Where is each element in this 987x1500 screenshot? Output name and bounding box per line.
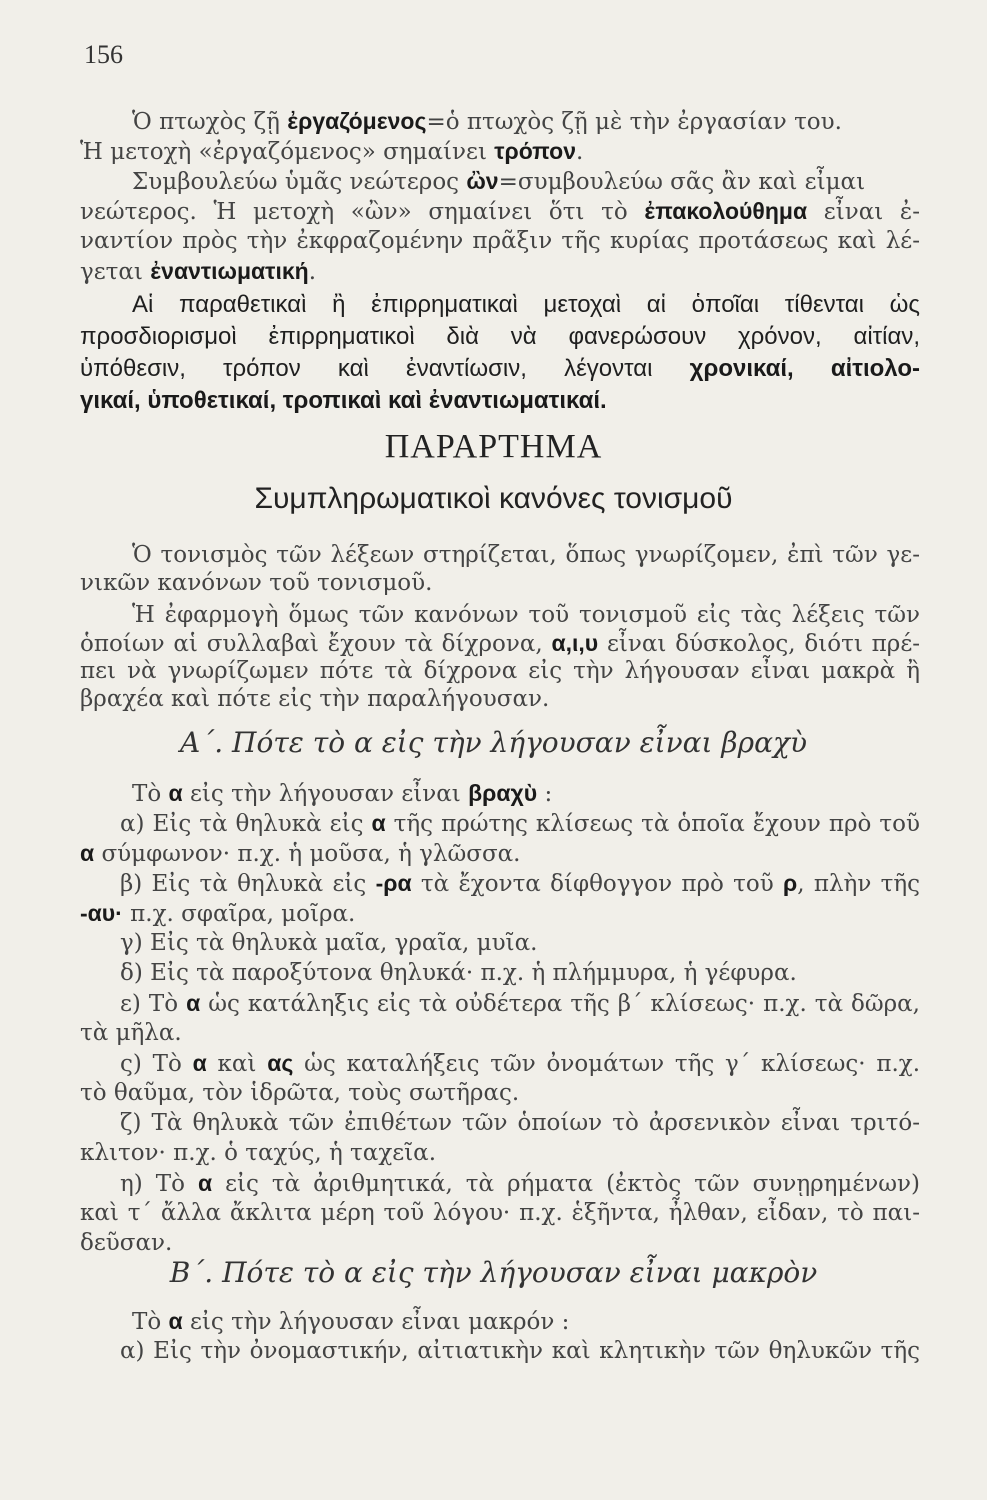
rule-d: δ) Εἰς τὰ παροξύτονα θηλυκά· π.χ. ἡ πλήμμυρα, ἡ γέφυρα. — [120, 960, 797, 986]
section-a-heading: Α΄. Πότε τὸ α εἰς τὴν λήγουσαν εἶναι βραχὺ — [180, 726, 807, 759]
intro-line-1: Ὁ πτωχὸς ζῇ ἐργαζόμενος=ὁ πτωχὸς ζῇ μὲ τὴν ἐργασίαν του. — [132, 108, 842, 135]
intro-line-3: Συμβουλεύω ὑμᾶς νεώτερος ὢν=συμβουλεύω σᾶς ἂν καὶ εἶμαι — [132, 168, 866, 195]
rules-b-intro: Τὸ α εἰς τὴν λήγουσαν εἶναι μακρόν : — [132, 1308, 570, 1335]
rule-a-line-1: α) Εἰς τὰ θηλυκὰ εἰς α τῆς πρώτης κλίσεως τὰ ὁποῖα ἔχουν πρὸ τοῦ — [120, 810, 920, 837]
appendix-title: ΠΑΡΑΡΤΗΜΑ — [384, 428, 603, 465]
rule-e-line-1: ε) Τὸ α ὡς κατάληξις εἰς τὰ οὐδέτερα τῆς β΄ κλίσεως· π.χ. τὰ δῶρα, — [120, 990, 920, 1017]
para2-line-1: Αἱ παραθετικαὶ ἢ ἐπιρρηματικαὶ μετοχαὶ αἱ ὁποῖαι τίθενται ὡς — [132, 291, 920, 318]
rule-h-line-2: καὶ τ΄ ἄλλα ἄκλιτα μέρη τοῦ λόγου· π.χ. ἑξῆντα, ἦλθαν, εἶδαν, τὸ παι- — [80, 1200, 920, 1226]
bold-term: ἐπακολούθημα — [644, 198, 808, 224]
bold-term: χρονικαί, αἰτιολο- — [689, 355, 920, 382]
intro-line-5: ναντίον πρὸς τὴν ἐκφραζομένην πρᾶξιν τῆς κυρίας προτάσεως καὶ λέ- — [80, 228, 920, 254]
rule-e-line-2: τὰ μῆλα. — [80, 1020, 182, 1046]
rule-h-line-3: δεῦσαν. — [80, 1230, 173, 1256]
para3-line-1: Ὁ τονισμὸς τῶν λέξεων στηρίζεται, ὅπως γνωρίζομεν, ἐπὶ τῶν γε- — [132, 542, 920, 568]
bold-term: α,ι,υ — [551, 630, 599, 656]
page-number: 156 — [84, 40, 123, 69]
bold-term: ἐναντιωματική — [150, 258, 309, 284]
bold-term: ὢν — [466, 168, 499, 194]
para4-line-1: Ἡ ἐφαρμογὴ ὅμως τῶν κανόνων τοῦ τονισμοῦ εἰς τὰς λέξεις τῶν — [132, 602, 920, 628]
rule-g: γ) Εἰς τὰ θηλυκὰ μαῖα, γραῖα, μυῖα. — [120, 930, 538, 956]
para2-line-4: γικαί, ὑποθετικαί, τροπικαὶ καὶ ἐναντιωματικαί. — [80, 387, 607, 414]
bold-term: ἐργαζόμενος — [287, 108, 427, 134]
intro-line-6: γεται ἐναντιωματική. — [80, 258, 317, 285]
intro-line-2: Ἡ μετοχὴ «ἐργαζόμενος» σημαίνει τρόπον. — [80, 138, 584, 165]
rule-b-a-line-1: α) Εἰς τὴν ὀνομαστικήν, αἰτιατικὴν καὶ κλητικὴν τῶν θηλυκῶν τῆς — [120, 1338, 920, 1364]
rule-st-line-2: τὸ θαῦμα, τὸν ἱδρῶτα, τοὺς σωτῆρας. — [80, 1080, 520, 1106]
section-b-heading: Β΄. Πότε τὸ α εἰς τὴν λήγουσαν εἶναι μακρὸν — [169, 1256, 818, 1289]
rule-b-line-1: β) Εἰς τὰ θηλυκὰ εἰς -ρα τὰ ἔχοντα δίφθογγον πρὸ τοῦ ρ, πλὴν τῆς — [120, 870, 921, 897]
rule-h-line-1: η) Τὸ α εἰς τὰ ἀριθμητικά, τὰ ρήματα (ἐκτὸς τῶν συνῃρημένων) — [120, 1170, 920, 1197]
appendix-subtitle: Συμπληρωματικοὶ κανόνες τονισμοῦ — [254, 482, 733, 515]
intro-line-4: νεώτερος. Ἡ μετοχὴ «ὢν» σημαίνει ὅτι τὸ ἐπακολούθημα εἶναι ἐ- — [80, 198, 921, 225]
para2-line-2: προσδιορισμοὶ ἐπιρρηματικοὶ διὰ νὰ φανερώσουν χρόνον, αἰτίαν, — [80, 323, 920, 350]
rule-z-line-1: ζ) Τὰ θηλυκὰ τῶν ἐπιθέτων τῶν ὁποίων τὸ ἀρσενικὸν εἶναι τριτό- — [120, 1110, 920, 1136]
rule-a-line-2: α σύμφωνον· π.χ. ἡ μοῦσα, ἡ γλῶσσα. — [80, 840, 521, 867]
rules-a-intro: Τὸ α εἰς τὴν λήγουσαν εἶναι βραχὺ : — [132, 780, 553, 807]
rule-b-line-2: -αυ· π.χ. σφαῖρα, μοῖρα. — [80, 900, 356, 927]
para4-line-2: ὁποίων αἱ συλλαβαὶ ἔχουν τὰ δίχρονα, α,ι,υ εἶναι δύσκολος, διότι πρέ- — [80, 630, 921, 657]
para2-line-3: ὑπόθεσιν, τρόπον καὶ ἐναντίωσιν, λέγονται χρονικαί, αἰτιολο- — [80, 355, 920, 382]
rule-z-line-2: κλιτον· π.χ. ὁ ταχύς, ἡ ταχεῖα. — [80, 1140, 437, 1166]
bold-term: τρόπον — [494, 138, 576, 164]
para4-line-3: πει νὰ γνωρίζωμεν πότε τὰ δίχρονα εἰς τὴν λήγουσαν εἶναι μακρὰ ἢ — [80, 658, 920, 684]
para3-line-2: νικῶν κανόνων τοῦ τονισμοῦ. — [80, 570, 433, 596]
rule-st-line-1: ς) Τὸ α καὶ ας ὡς καταλήξεις τῶν ὀνομάτων τῆς γ΄ κλίσεως· π.χ. — [120, 1050, 921, 1077]
para4-line-4: βραχέα καὶ πότε εἰς τὴν παραλήγουσαν. — [80, 686, 550, 712]
